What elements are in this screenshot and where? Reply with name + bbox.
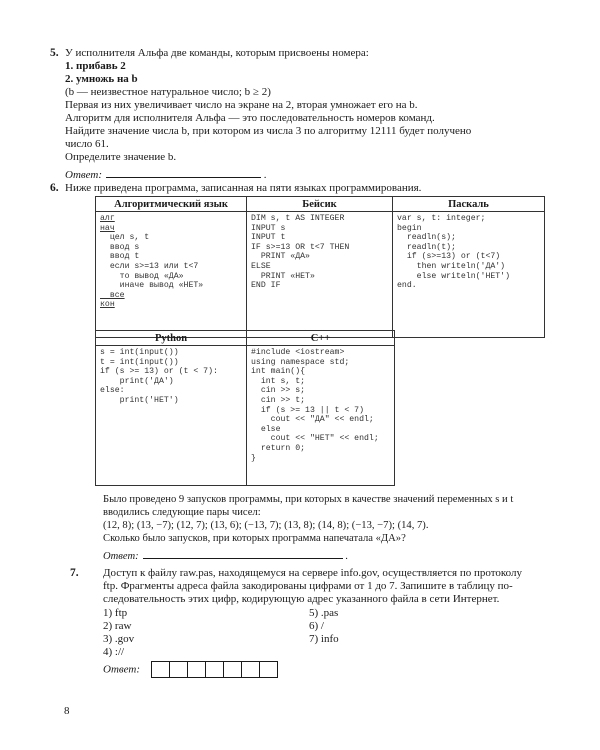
answer-field[interactable] [106,167,261,178]
header-python: Python [96,331,247,346]
task-text: Ниже приведена программа, записанная на пяти языках программирования. [65,182,422,194]
answer-row: Ответ: . [103,548,563,563]
answer-label: Ответ: [103,663,141,676]
task-number: 5. [50,47,59,59]
answer-label: Ответ: [103,551,139,562]
task-text: Было проведено 9 запусков программы, при которых в качестве значений переменных s и t [103,494,514,505]
task-text: Алгоритм для исполнителя Альфа — это последовательность номеров команд. [65,112,435,124]
header-algo: Алгоритмический язык [96,197,247,212]
header-basic: Бейсик [247,197,393,212]
answer-cell[interactable] [187,661,206,678]
header-cpp: C++ [247,331,395,346]
answer-cell[interactable] [241,661,260,678]
task-text: число 61. [65,138,109,150]
header-pascal: Паскаль [393,197,545,212]
input-pairs: (12, 8); (13, −7); (12, 7); (13, 6); (−13, 7); (13, 8); (14, 8); (−13, −7); (14, 7). [103,520,429,531]
answer-cell[interactable] [205,661,224,678]
answer-label: Ответ: [65,169,103,181]
code-table-bottom [95,330,395,486]
answer-cell[interactable] [223,661,242,678]
task-number: 6. [50,182,59,194]
options-left [103,607,134,659]
command-1: 1. прибавь 2 [65,60,126,72]
answer-cell[interactable] [259,661,278,678]
option: 2) raw [103,620,132,632]
option: 1) ftp [103,607,128,619]
task-text: Определите значение b. [65,151,177,163]
code-table-top [95,196,545,338]
answer-cell[interactable] [151,661,170,678]
option: 6) / [309,620,324,632]
options-right [309,607,339,646]
code-cpp: #include <iostream> using namespace std; int main(){ int s, t; cin >> s; cin >> t; if (s >= 13 || t < 7) cout << "ДА" << endl; else cout << "НЕТ" << endl; return 0; } [247,346,395,486]
task-text: У исполнителя Альфа две команды, которым присвоены номера: [65,47,369,59]
answer-row: Ответ: . [65,169,267,181]
page-number: 8 [64,705,70,717]
answer-field[interactable] [143,548,343,559]
task-question: Сколько было запусков, при которых программа напечатала «ДА»? [103,533,406,544]
option: 3) .gov [103,633,135,645]
task-text: Доступ к файлу raw.pas, находящемуся на сервере info.gov, осуществляется по протоколу [103,567,522,579]
task-text: вводились следующие пары чисел: [103,507,261,518]
task-number: 7. [70,567,79,579]
code-python: s = int(input()) t = int(input()) if (s >= 13) or (t < 7): print('ДА') else: print('НЕТ') [96,346,247,486]
task-text: ftp. Фрагменты адреса файла закодированы цифрами от 1 до 7. Запишите в таблицу по- [103,580,513,592]
task-7 [70,567,563,606]
option: 4) :// [103,646,125,658]
code-pascal: var s, t: integer; begin readln(s); readln(t); if (s>=13) or (t<7) then writeln('ДА') else writeln('НЕТ') end. [393,212,545,338]
code-algo: алг нач цел s, t ввод s ввод t если s>=13 или t<7 то вывод «ДА» иначе вывод «НЕТ» все кон [96,212,247,338]
option: 5) .pas [309,607,339,619]
task-text: Первая из них увеличивает число на экране на 2, вторая умножает его на b. [65,99,418,111]
option: 7) info [309,633,339,645]
answer-grid-row [103,661,277,678]
answer-cell[interactable] [169,661,188,678]
task-6 [50,182,555,195]
task-text: Найдите значение числа b, при котором из числа 3 по алгоритму 12111 будет получено [65,125,472,137]
task-text: (b — неизвестное натуральное число; b ≥ 2) [65,86,271,98]
code-basic: DIM s, t AS INTEGER INPUT s INPUT t IF s>=13 OR t<7 THEN PRINT «ДА» ELSE PRINT «НЕТ» END IF [247,212,393,338]
task-6-continued [103,493,563,563]
task-text: следовательность этих цифр, кодирующую адрес указанного файла в сети Интернет. [103,593,500,605]
command-2: 2. умножь на b [65,73,138,85]
task-5 [50,47,555,182]
